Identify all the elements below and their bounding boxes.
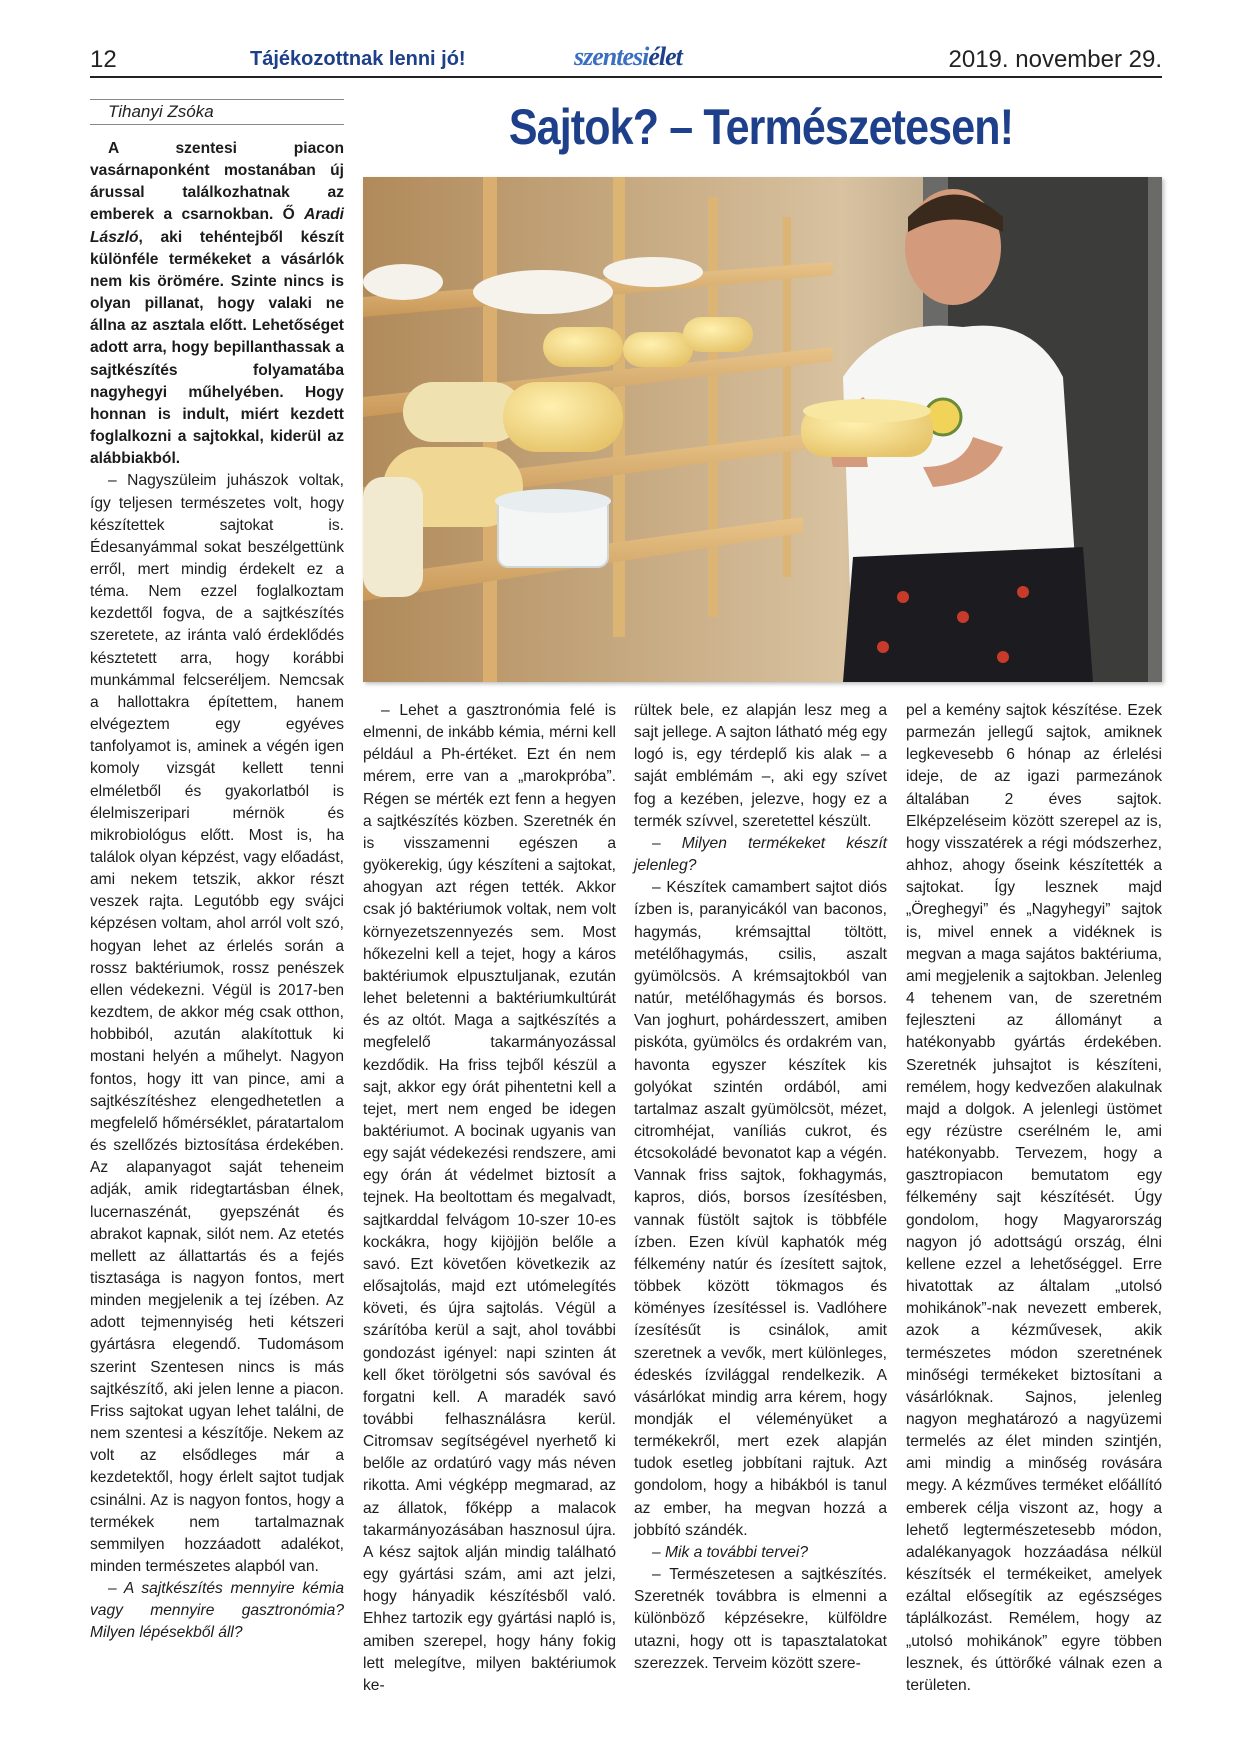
lead-text-a: A szentesi piacon vasárnaponként mostanában új árussal találkozhatnak az emberek a csarnokban. Ő [90, 140, 344, 224]
logo-part-1: szentesi [574, 42, 649, 71]
page-header [90, 42, 1162, 76]
answer-paragraph: – Nagyszüleim juhászok voltak, így teljesen természetes volt, hogy készítettek sajtokat is. Édesanyámmal sokat beszélgettünk erről, mert mindig érdekelt ez a téma. Nem ezzel foglalkoztam kezdettől fogva, de a sajtkészítés szeretete, az iránta való érdeklődés késztetett arra, hogy korábbi munkámmal felcseréljem. Nemcsak a hallottakra építettem, hanem elvégeztem egy egyéves tanfolyamot is, aminek a végén igen komoly vizsgát kellett tenni elméletből és gyakorlatból is élelmiszeripari mérnök és mikrobiológus előtt. Most is, ha találok olyan képzést, vagy előadást, ami nekem tetszik, akkor részt veszek rajta. Legutóbb egy svájci képzésen voltam, ahol arról volt szó, hogyan lehet az érlelés során a rossz baktériumok, rossz penészek ellen védekezni. Végül is 2017-ben kezdtem, de akkor még csak otthon, hobbiból, azután alakítottuk ki mostani helyén a műhelyt. Nagyon fontos, hogy itt van pince, ami a sajtkészítéshez elengedhetetlen a megfelelő hőmérséklet, páratartalom és szellőzés biztosítása érdekében. Az alapanyagot saját teheneim adják, amik ridegtartásban élnek, lucernaszénát, gyepszénát és abrakot kapnak, silót nem. Az etetés mellett az állattartás és a fejés tisztasága is nagyon fontos, mert minden megjelenik a tej ízében. Az adott tejmennyiség heti kétszeri gyártásra elegendő. Tudomásom szerint Szentesen nincs is más sajtkészítő, aki jelen lenne a piacon. Friss sajtokat ugyan lehet találni, de nem szentesi a készítője. Nekem az volt az elsődleges már a kezdetektől, hogy érlelt sajtot tudjak csinálni. Az is nagyon fontos, hogy a termékek nem tartalmaznak semmilyen hozzáadott adalékot, minden természetes alapból van. [90, 472, 344, 1575]
continued-paragraph: pel a kemény sajtok készítése. Ezek parmezán jellegű sajtok, amiknek legkevesebb 6 hónap az érlelési ideje, de az igazi parmezánok általában 2 éves sajtok. Elképzeléseim között szerepel az is, hogy visszatérek a régi módszerhez, ahhoz, ahogy őseink készítették a sajtokat. Így lesznek majd „Öreghegyi” és „Nagyhegyi” sajtok is, mivel ennek a vidéknek is megvan a maga sajátos baktériuma, ami megjelenik a sajtokban. Jelenleg 4 tehenem van, de szeretném fejleszteni az állományt a hatékonyabb gyártás érdekében. Szeretnék juhsajtot is készíteni, remélem, hogy kedvezően alakulnak majd a dolgok. A jelenlegi üstömet egy rézüstre cserélném le, ami hatékonyabb. Tervezem, hogy a gasztropiacon bemutatom egy félkemény sajt készítését. Úgy gondolom, hogy Magyarország nagyon jó adottságú ország, élni kellene ezzel a lehetőséggel. Erre hivatottak az általam „utolsó mohikánok”-nak nevezett emberek, azok a kézművesek, akik természetes módon szeretnének minőségi termékeket biztosítani a vásárlóknak. Sajnos, jelenleg nagyon meghatározó a nagyüzemi termelés az élet minden szintjén, ami mindig a minőség rovására megy. A kézműves terméket előállító emberek célja viszont az, hogy a lehető legtermészetesebb módon, adalékanyagok hozzáadása nélkül készítsék el termékeiket, amelyek ezáltal elősegítik az egészséges táplálkozást. Remélem, hogy az „utolsó mohikánok” egyre többen lesznek, és úttörőké válnak ezen a területen. [906, 702, 1162, 1694]
question-paragraph: – Mik a további tervei? [652, 1543, 809, 1561]
question-paragraph: – A sajtkészítés mennyire kémia vagy mennyire gasztronómia? Milyen lépésekből áll? [90, 1580, 344, 1642]
article-column-3 [634, 700, 887, 1675]
header-rule [90, 76, 1162, 78]
answer-paragraph: – Készítek camambert sajtot diós ízben is, paranyicákól van baconos, hagymás, krémsajttal töltött, metélőhagymás, csilis, aszalt gyümölcsös. A krémsajtokból van natúr, metélőhagymás és borsos. Van joghurt, pohárdesszert, amiben piskóta, gyümölcs és ordakrém van, havonta egyszer készítek kis golyókat szintén ordából, ami tartalmaz aszalt gyümölcsöt, mézet, citromhéjat, vaníliás cukrot, és étcsokoládé bevonatot kap a végén. Vannak friss sajtok, fokhagymás, kapros, diós, borsos ízesítésben, vannak füstölt sajtok is többféle ízben. Ezen kívül kaphatók még félkemény natúr és ízesített sajtok, többek között tökmagos és köményes ízesítéssel is. Vadlóhere ízesítésűt is csinálok, amit szeretnek a vevők, mert különleges, édeskés ízvilággal rendelkezik. A vásárlókat mindig arra kérem, hogy mondják el véleményüket a termékekről, mert ezek alapján tudok esetleg jobbítani rajtuk. Azt gondolom, hogy a hibákból is tanul az ember, ha megvan hozzá a jobbító szándék. [634, 879, 887, 1539]
lead-name: Aradi László [90, 206, 344, 246]
lead-text-b: , aki tehéntejből készít különféle termékeket a vásárlók nem kis örömére. Szinte nincs is olyan pillanat, hogy valaki ne állna az asztala előtt. Lehetőséget adott arra, hogy bepillanthassak a sajtkészítés folyamatába nagyhegyi műhelyében. Hogy honnan is indult, miért kezdett foglalkozni a sajtokkal, kiderül az alábbiakból. [90, 228, 344, 468]
article-column-4 [906, 700, 1162, 1697]
logo-part-2: élet [648, 42, 682, 71]
issue-date: 2019. november 29. [948, 46, 1162, 73]
author-byline: Tihanyi Zsóka [108, 102, 214, 121]
header-slogan: Tájékozottnak lenni jó! [250, 48, 466, 70]
answer-paragraph: – Lehet a gasztronómia felé is elmenni, de inkább kémia, mérni kell például a Ph-értéket. Ezt én nem mérem, erre van a „marokpróba”. Régen se mérték ezt fenn a hegyen a sajtkészítés közben. Szeretnék én is visszamenni egészen a gyökerekig, úgy készíteni a sajtokat, ahogyan azt régen tették. Akkor csak jó baktériumok voltak, nem volt környezetszennyezés sem. Most hőkezelni kell a tejet, hogy a káros baktériumok elpusztuljanak, ezután lehet beletenni a baktériumkultúrát és az oltót. Maga a sajtkészítés a megfelelő takarmányozással kezdődik. Ha friss tejből készül a sajt, akkor egy órát pihentetni kell a tejet, mert nem enged be idegen baktériumot. A bocinak ugyanis van egy saját védekezési rendszere, ami egy órán át védelmet biztosít a tejnek. Ha beoltottam és megalvadt, sajtkarddal felvágom 10-szer 10-es kockákra, hogy kijöjjön belőle a savó. Ezt követően következik az elősajtolás, majd ezt utómelegítés követi, és újra sajtolás. Végül a szárítóba kerül a sajt, ahol további gondozást igényel: napi szinten át kell őket törölgetni sós savóval és forgatni kell. A maradék savó további felhasználásra kerül. Citromsav segítségével nyerhető ki belőle az ordatúró vagy más néven rikotta. Ami végképp megmarad, az az állatok, főképp a malacok takarmányozásában hasznosul újra. A kész sajtok alján mindig található egy gyártási szám, ami azt jelzi, hogy hányadik készítésből való. Ehhez tartozik egy gyártási napló is, amiben szerepel, hogy hány fokig lett melegítve, milyen baktériumok ke- [363, 702, 616, 1694]
author-rule-bottom [90, 124, 344, 125]
article-column-2 [363, 700, 616, 1697]
article-lead [90, 138, 344, 470]
article-headline: Sajtok? – Természetesen! [508, 99, 1014, 155]
page-number: 12 [90, 46, 117, 73]
continued-paragraph: rültek bele, ez alapján lesz meg a sajt jellege. A sajton látható még egy logó is, egy térdeplő kis alak – a saját emblémám –, aki egy szívet fog a kezében, jelezve, hogy ez a termék szívvel, szeretettel készült. [634, 702, 887, 830]
answer-paragraph: – Természetesen a sajtkészítés. Szeretnék továbbra is elmenni a különböző képzésekre, külföldre utazni, hogy ott is tapasztalatokat szerezzek. Terveim között szere- [634, 1566, 887, 1672]
author-rule-top [90, 99, 344, 100]
question-paragraph: – Milyen termékeket készít jelenleg? [634, 834, 887, 875]
newspaper-logo [574, 42, 682, 72]
article-column-1 [90, 138, 344, 1645]
cheese-cellar-photo [363, 177, 1162, 682]
photo-illustration [363, 177, 1162, 682]
